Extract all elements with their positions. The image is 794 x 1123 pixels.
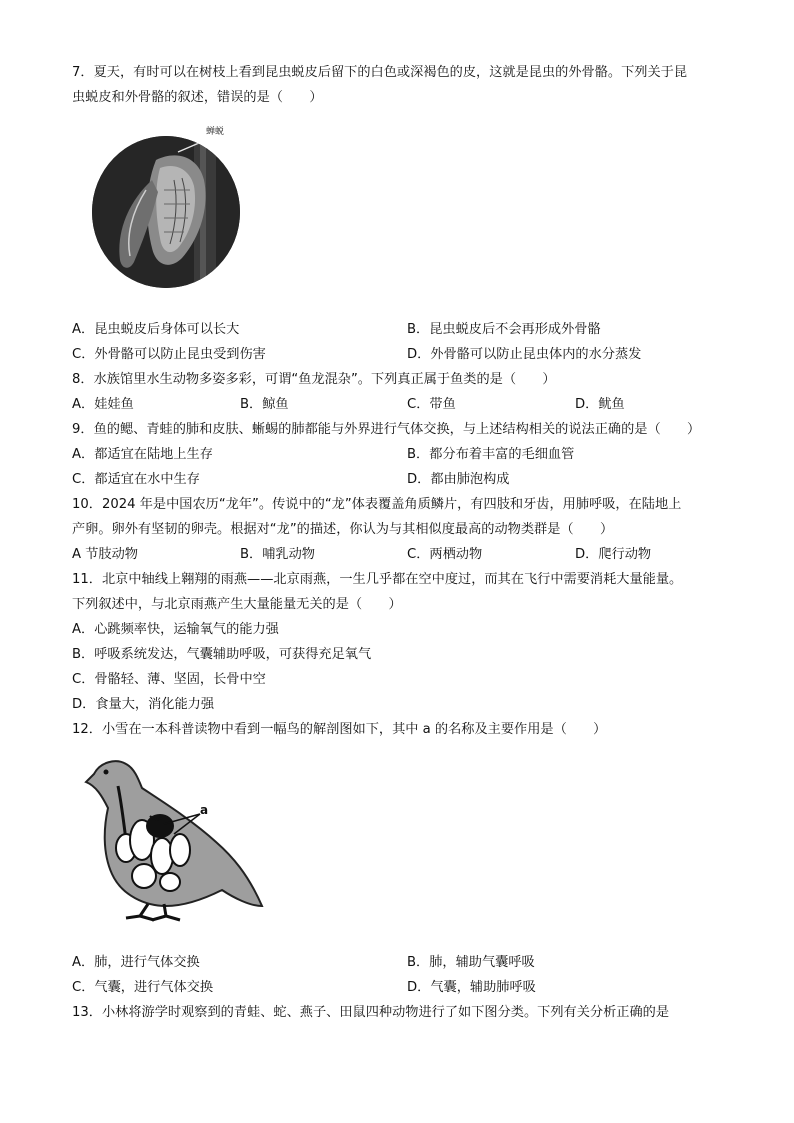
q9-option-b[interactable]: B．都分布着丰富的毛细血管: [407, 447, 575, 462]
q7-stem-line1: 7．夏天，有时可以在树枝上看到昆虫蜕皮后留下的白色或深褐色的皮，这就是昆虫的外骨骼。下列关于昆: [72, 65, 688, 80]
q12-option-b[interactable]: B．肺，辅助气囊呼吸: [407, 955, 535, 970]
q8-option-b[interactable]: B．鲸鱼: [240, 397, 289, 412]
q8-option-c[interactable]: C．带鱼: [407, 397, 456, 412]
q11-option-a[interactable]: A．心跳频率快，运输氧气的能力强: [72, 622, 279, 637]
bird-anatomy-figure: [82, 756, 272, 926]
q9-option-c[interactable]: C．都适宜在水中生存: [72, 472, 200, 487]
q7-option-c[interactable]: C．外骨骼可以防止昆虫受到伤害: [72, 347, 266, 362]
q13-stem: 13．小林将游学时观察到的青蛙、蛇、燕子、田鼠四种动物进行了如下图分类。下列有关分析正确的是: [72, 1005, 670, 1020]
cicada-figure-label: 蝉蜕: [206, 127, 225, 137]
q11-stem-line1: 11．北京中轴线上翱翔的雨燕——北京雨燕，一生几乎都在空中度过，而其在飞行中需要消耗大量能量。: [72, 572, 683, 587]
q12-option-d[interactable]: D．气囊，辅助肺呼吸: [407, 980, 536, 995]
q7-option-d[interactable]: D．外骨骼可以防止昆虫体内的水分蒸发: [407, 347, 642, 362]
q9-stem: 9．鱼的鳃、青蛙的肺和皮肤、蜥蜴的肺都能与外界进行气体交换，与上述结构相关的说法正确的是（ ）: [72, 422, 701, 437]
q11-option-b[interactable]: B．呼吸系统发达，气囊辅助呼吸，可获得充足氧气: [72, 647, 372, 662]
q9-option-a[interactable]: A．都适宜在陆地上生存: [72, 447, 213, 462]
q10-option-a[interactable]: A 节肢动物: [72, 547, 138, 562]
q11-option-d[interactable]: D．食量大，消化能力强: [72, 697, 215, 712]
bird-anatomy-diagram: [82, 756, 272, 926]
q8-stem: 8．水族馆里水生动物多姿多彩，可谓“鱼龙混杂”。下列真正属于鱼类的是（ ）: [72, 372, 556, 387]
q11-stem-line2: 下列叙述中，与北京雨燕产生大量能量无关的是（ ）: [72, 597, 402, 612]
bird-eye-icon: [104, 770, 109, 775]
q7-option-a[interactable]: A．昆虫蜕皮后身体可以长大: [72, 322, 240, 337]
q12-option-c[interactable]: C．气囊，进行气体交换: [72, 980, 214, 995]
q10-option-d[interactable]: D．爬行动物: [575, 547, 652, 562]
q12-option-a[interactable]: A．肺，进行气体交换: [72, 955, 200, 970]
q9-option-d[interactable]: D．都由肺泡构成: [407, 472, 510, 487]
q11-option-c[interactable]: C．骨骼轻、薄、坚固，长骨中空: [72, 672, 266, 687]
cicada-molt-image: [86, 120, 248, 290]
q7-stem-line2: 虫蜕皮和外骨骼的叙述，错误的是（ ）: [72, 90, 323, 105]
q7-option-b[interactable]: B．昆虫蜕皮后不会再形成外骨骼: [407, 322, 601, 337]
q10-option-c[interactable]: C．两栖动物: [407, 547, 483, 562]
q10-stem-line2: 产卵。卵外有坚韧的卵壳。根据对“龙”的描述，你认为与其相似度最高的动物类群是（ ）: [72, 522, 614, 537]
q8-option-d[interactable]: D．鱿鱼: [575, 397, 625, 412]
cicada-molt-figure: [86, 120, 248, 290]
q10-option-b[interactable]: B．哺乳动物: [240, 547, 315, 562]
q12-stem: 12．小雪在一本科普读物中看到一幅鸟的解剖图如下，其中 a 的名称及主要作用是（ ）: [72, 722, 607, 737]
bird-figure-label-a: a: [200, 803, 209, 817]
q10-stem-line1: 10．2024 年是中国农历“龙年”。传说中的“龙”体表覆盖角质鳞片，有四肢和牙齿，用肺呼吸，在陆地上: [72, 497, 682, 512]
q8-option-a[interactable]: A．娃娃鱼: [72, 397, 134, 412]
